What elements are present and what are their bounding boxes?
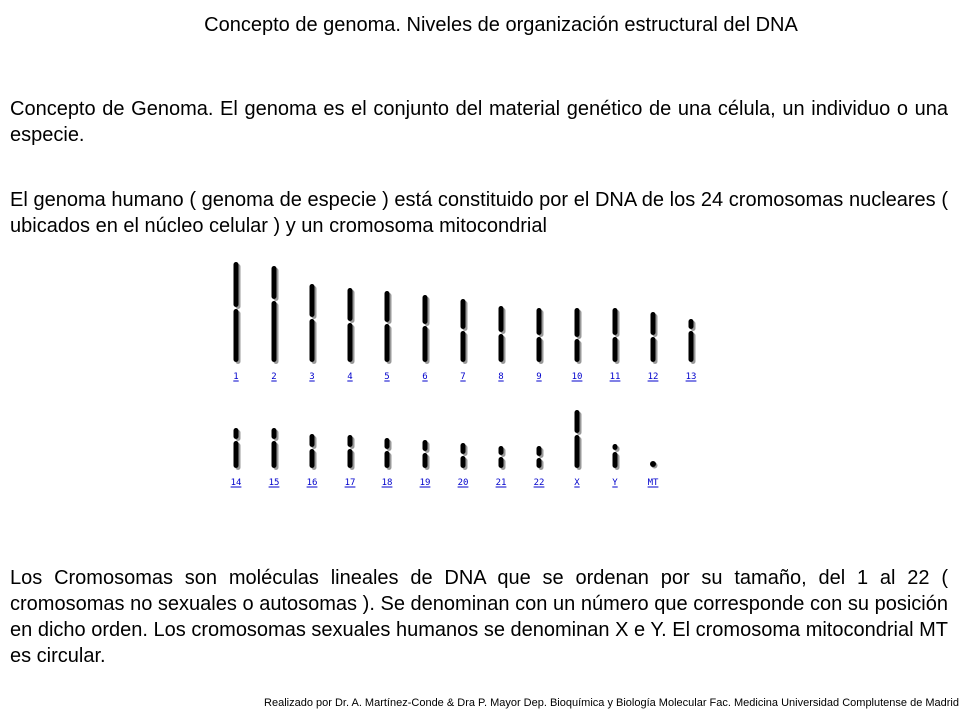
chromosome-14	[234, 428, 241, 470]
chromosome-label-9[interactable]: 9	[536, 372, 542, 382]
page-title: Concepto de genoma. Niveles de organización estructural del DNA	[204, 14, 798, 36]
chromosome-12	[651, 312, 658, 364]
chromosome-label-X[interactable]: X	[574, 478, 580, 488]
chromosome-15	[272, 428, 279, 470]
chromosome-label-16[interactable]: 16	[306, 478, 318, 488]
footer-credits: Realizado por Dr. A. Martínez-Conde & Dra P. Mayor Dep. Bioquímica y Biología Molecular Fac. Medicina Universidad Complutense de Madrid	[264, 697, 959, 709]
chromosome-label-21[interactable]: 21	[495, 478, 507, 488]
chromosome-21	[499, 446, 506, 470]
chromosome-X	[575, 410, 582, 470]
chromosome-label-18[interactable]: 18	[381, 478, 393, 488]
chromosome-8	[499, 306, 506, 364]
chromosome-13	[689, 319, 696, 364]
chromosome-label-5[interactable]: 5	[384, 372, 390, 382]
chromosome-label-8[interactable]: 8	[498, 372, 504, 382]
chromosomes-paragraph: Los Cromosomas son moléculas lineales de DNA que se ordenan por su tamaño, del 1 al 22 ( cromosomas no sexuales o autosomas ). Se denominan con un número que corresponde con su posición en dicho orden. Los cromosomas sexuales humanos se denominan X e Y. El cromosoma mitocondrial MT es circular.	[10, 567, 948, 667]
chromosome-label-Y[interactable]: Y	[612, 478, 618, 488]
chromosome-label-10[interactable]: 10	[571, 372, 583, 382]
chromosome-MT	[650, 461, 658, 469]
chromosome-3	[310, 284, 317, 364]
chromosome-label-7[interactable]: 7	[460, 372, 466, 382]
chromosome-17	[348, 435, 355, 470]
chromosome-5	[385, 291, 392, 364]
chromosome-18	[385, 438, 392, 470]
chromosome-label-1[interactable]: 1	[233, 372, 239, 382]
chromosome-20	[461, 443, 468, 470]
chromosome-label-13[interactable]: 13	[685, 372, 697, 382]
chromosome-label-14[interactable]: 14	[230, 478, 242, 488]
chromosome-19	[423, 440, 430, 470]
chromosome-2	[272, 266, 279, 364]
chromosome-4	[348, 288, 355, 364]
chromosome-7	[461, 299, 468, 364]
chromosome-label-22[interactable]: 22	[533, 478, 545, 488]
chromosome-1	[234, 262, 241, 364]
chromosome-label-17[interactable]: 17	[344, 478, 356, 488]
chromosome-label-15[interactable]: 15	[268, 478, 280, 488]
chromosome-6	[423, 295, 430, 364]
chromosome-9	[537, 308, 544, 364]
chromosome-label-20[interactable]: 20	[457, 478, 469, 488]
chromosome-label-12[interactable]: 12	[647, 372, 659, 382]
chromosome-16	[310, 434, 317, 470]
chromosome-label-2[interactable]: 2	[271, 372, 277, 382]
chromosome-10	[575, 308, 582, 364]
chromosome-label-4[interactable]: 4	[347, 372, 353, 382]
chromosome-label-11[interactable]: 11	[609, 372, 621, 382]
genome-definition-paragraph: Concepto de Genoma. El genoma es el conjunto del material genético de una célula, un individuo o una especie.	[10, 98, 948, 146]
chromosome-label-6[interactable]: 6	[422, 372, 428, 382]
human-genome-paragraph: El genoma humano ( genoma de especie ) está constituido por el DNA de los 24 cromosomas nucleares ( ubicados en el núcleo celular ) y un cromosoma mitocondrial	[10, 189, 948, 237]
chromosome-label-MT[interactable]: MT	[647, 478, 659, 488]
chromosome-label-19[interactable]: 19	[419, 478, 431, 488]
chromosome-11	[613, 308, 620, 364]
chromosome-Y	[613, 444, 620, 470]
chromosome-22	[537, 446, 544, 470]
chromosome-label-3[interactable]: 3	[309, 372, 315, 382]
